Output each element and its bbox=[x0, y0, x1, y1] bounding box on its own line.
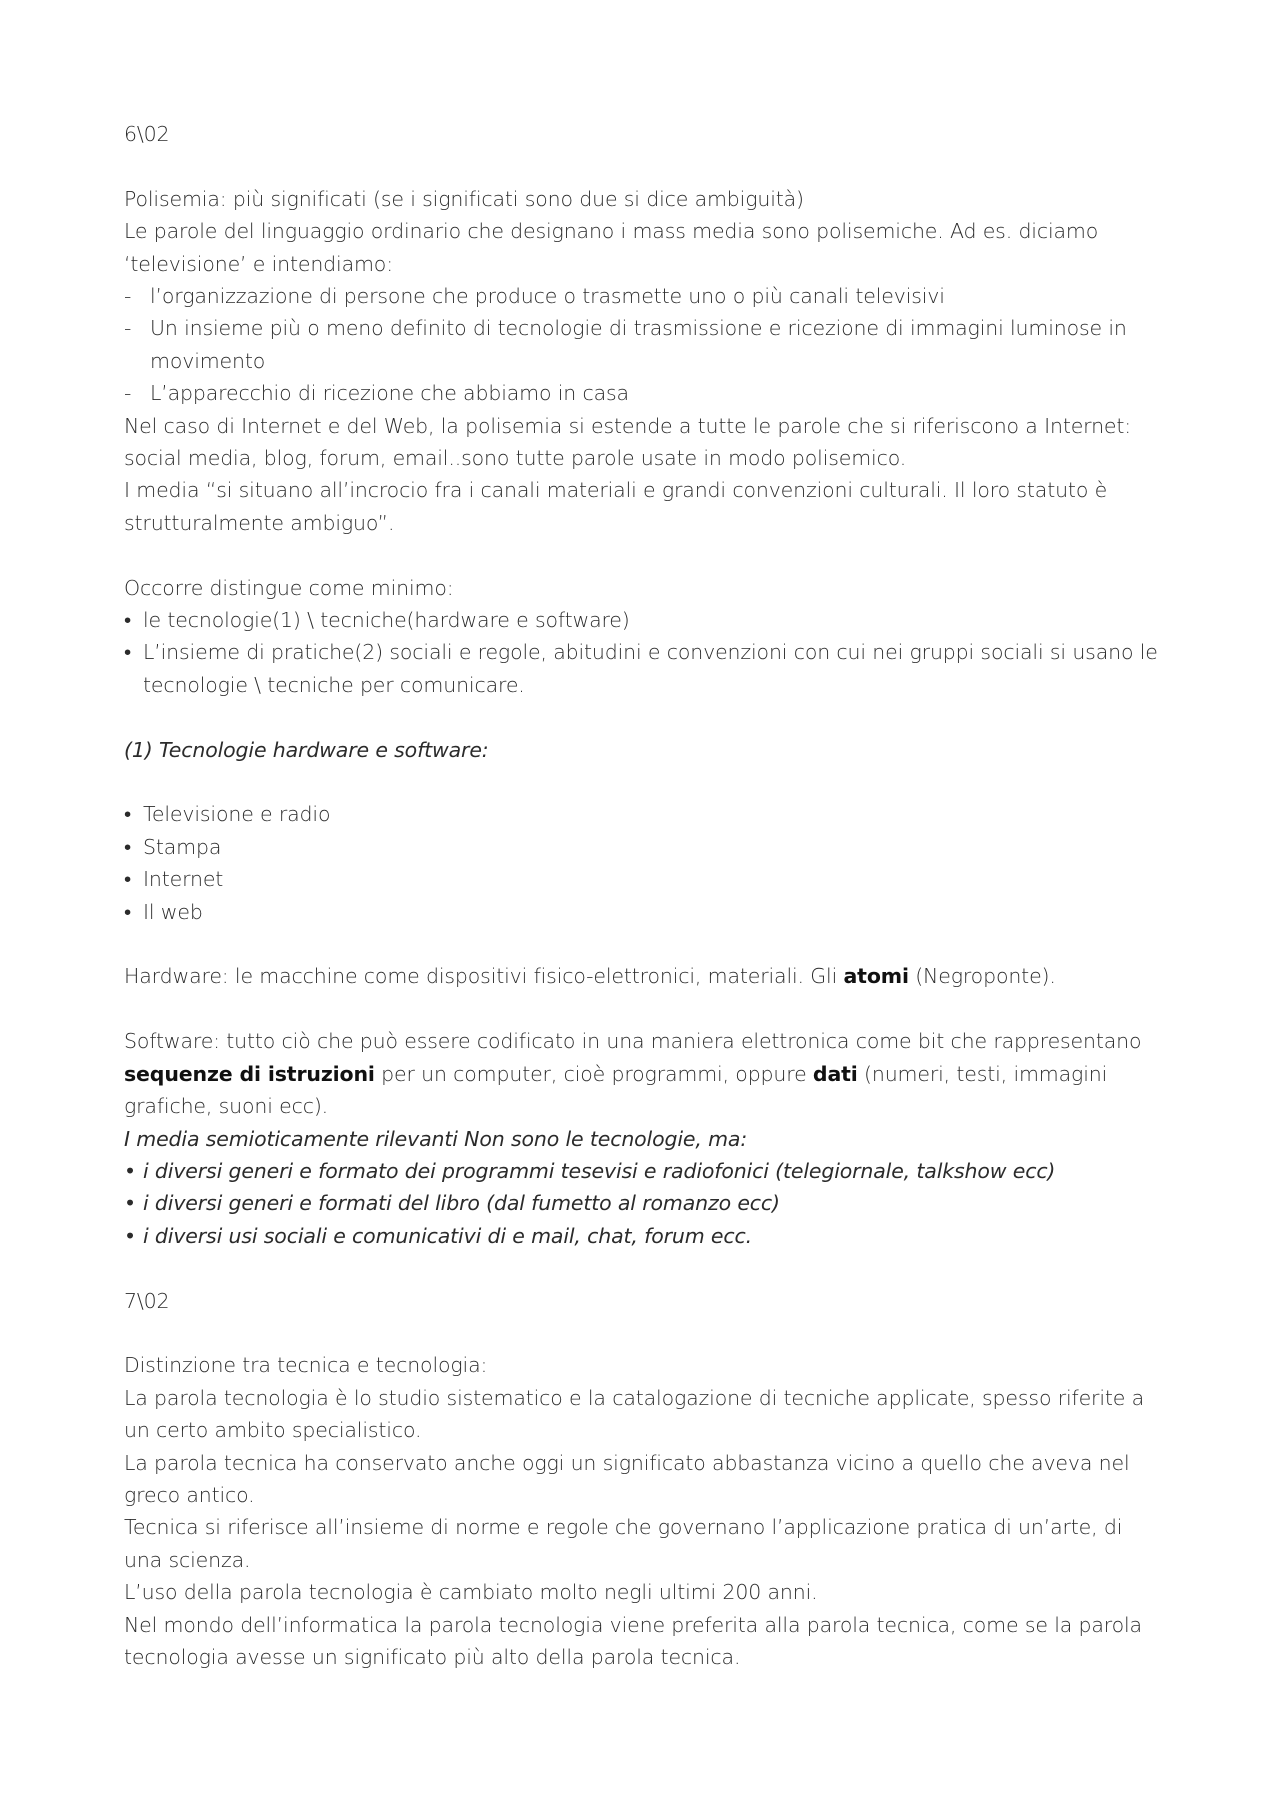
software-bold-term: dati bbox=[812, 1061, 858, 1086]
list-item bbox=[124, 831, 1164, 863]
list-item-text: le tecnologie(1) \ tecniche(hardware e software) bbox=[143, 608, 630, 633]
tecnica-norms: Tecnica si riferisce all’insieme di norme e regole che governano l’applicazione pratica di un’arte, di una scienza. bbox=[124, 1515, 1123, 1572]
technologies-list bbox=[124, 798, 1164, 928]
bullet-marker: • bbox=[124, 899, 132, 924]
technologies-heading: (1) Tecnologie hardware e software: bbox=[124, 737, 489, 762]
list-item bbox=[124, 377, 1164, 409]
section-date-1: 6\02 bbox=[124, 122, 170, 146]
bullet-marker: • bbox=[124, 867, 132, 892]
list-item bbox=[124, 863, 1164, 895]
list-item bbox=[124, 1187, 1164, 1219]
television-meanings-list bbox=[124, 280, 1164, 410]
list-item-text: l’organizzazione di persone che produce o trasmette uno o più canali televisivi bbox=[150, 284, 945, 309]
list-item-text: Internet bbox=[143, 867, 224, 892]
tecnica-heading: Distinzione tra tecnica e tecnologia: bbox=[124, 1353, 488, 1378]
bullet-marker: • bbox=[124, 1158, 136, 1183]
bullet-marker: • bbox=[124, 802, 132, 827]
spacer bbox=[124, 766, 1164, 798]
bullet-marker: • bbox=[124, 834, 132, 859]
list-item bbox=[124, 312, 1164, 377]
section-date-2: 7\02 bbox=[124, 1288, 170, 1313]
list-item-text: Televisione e radio bbox=[143, 802, 331, 827]
list-item-text: Un insieme più o meno definito di tecnologie di trasmissione e ricezione di immagini luminose in movimento bbox=[150, 316, 1127, 373]
bullet-marker: • bbox=[124, 1223, 136, 1248]
list-item-text: Stampa bbox=[143, 834, 222, 859]
tecnologia-definition: La parola tecnologia è lo studio sistematico e la catalogazione di tecniche applicate, spesso riferite a un certo ambito specialistico. bbox=[124, 1385, 1145, 1443]
bullet-marker: • bbox=[124, 608, 132, 633]
hardware-bold-term: atomi bbox=[843, 964, 909, 989]
software-text: (numeri, testi, immagini grafiche, suoni ecc). bbox=[124, 1061, 1108, 1119]
list-item-text: i diversi usi sociali e comunicativi di e mail, chat, forum ecc. bbox=[143, 1223, 752, 1248]
spacer bbox=[124, 928, 1164, 960]
occorre-heading: Occorre distingue come minimo: bbox=[124, 575, 454, 600]
bullet-marker: • bbox=[124, 1191, 136, 1216]
list-item bbox=[124, 896, 1164, 928]
semiotic-media-heading: I media semioticamente rilevanti Non sono le tecnologie, ma: bbox=[124, 1126, 748, 1151]
dash-marker: - bbox=[124, 381, 132, 406]
list-item-text: i diversi generi e formato dei programmi tesevisi e radiofonici (telegiornale, talkshow ecc) bbox=[143, 1158, 1056, 1183]
software-text: per un computer, cioè programmi, oppure bbox=[374, 1061, 813, 1086]
list-item-text: Il web bbox=[143, 899, 203, 924]
list-item bbox=[124, 604, 1164, 636]
document-page bbox=[124, 118, 1164, 1673]
list-item bbox=[124, 798, 1164, 830]
dash-marker: - bbox=[124, 316, 132, 341]
software-bold-term: sequenze di istruzioni bbox=[124, 1061, 375, 1086]
software-paragraph bbox=[124, 1025, 1164, 1122]
spacer bbox=[124, 993, 1164, 1025]
list-item bbox=[124, 636, 1164, 701]
spacer bbox=[124, 1317, 1164, 1349]
minimum-distinctions-list bbox=[124, 604, 1164, 701]
software-text: Software: tutto ciò che può essere codificato in una maniera elettronica come bit che rappresentano bbox=[124, 1029, 1142, 1054]
intro-paragraph: Le parole del linguaggio ordinario che designano i mass media sono polisemiche. Ad es. diciamo ‘televisione’ e intendiamo: bbox=[124, 219, 1099, 276]
list-item-text: i diversi generi e formati del libro (dal fumetto al romanzo ecc) bbox=[143, 1191, 780, 1216]
list-item bbox=[124, 280, 1164, 312]
hardware-text-end: (Negroponte). bbox=[908, 964, 1056, 989]
tecnologia-change: L’uso della parola tecnologia è cambiato molto negli ultimi 200 anni. bbox=[124, 1580, 818, 1605]
polisemia-definition: Polisemia: più significati (se i significati sono due si dice ambiguità) bbox=[124, 186, 804, 211]
spacer bbox=[124, 539, 1164, 571]
tecnica-definition: La parola tecnica ha conservato anche oggi un significato abbastanza vicino a quello che aveva nel greco antico. bbox=[124, 1450, 1130, 1507]
dash-marker: - bbox=[124, 284, 132, 309]
spacer bbox=[124, 1252, 1164, 1284]
hardware-text: Hardware: le macchine come dispositivi fisico-elettronici, materiali. Gli bbox=[124, 964, 844, 989]
list-item-text: L’insieme di pratiche(2) sociali e regole, abitudini e convenzioni con cui nei gruppi sociali si usano le tecnologie \ tecniche per comunicare. bbox=[143, 640, 1158, 697]
list-item-text: L’apparecchio di ricezione che abbiamo in casa bbox=[150, 381, 629, 406]
list-item bbox=[124, 1155, 1164, 1187]
spacer bbox=[124, 150, 1164, 182]
list-item bbox=[124, 1220, 1164, 1252]
informatica-paragraph: Nel mondo dell’informatica la parola tecnologia viene preferita alla parola tecnica, come se la parola tecnologia avesse un significato più alto della parola tecnica. bbox=[124, 1612, 1142, 1669]
spacer bbox=[124, 701, 1164, 733]
bullet-marker: • bbox=[124, 640, 132, 665]
media-quote: I media “si situano all’incrocio fra i canali materiali e grandi convenzioni culturali. Il loro statuto è strutturalmente ambiguo”. bbox=[124, 478, 1108, 535]
internet-paragraph: Nel caso di Internet e del Web, la polisemia si estende a tutte le parole che si riferiscono a Internet: social media, blog, forum, email..sono tutte parole usate in modo polisemico. bbox=[124, 413, 1132, 471]
hardware-paragraph bbox=[124, 960, 1164, 992]
semiotic-media-list bbox=[124, 1155, 1164, 1252]
